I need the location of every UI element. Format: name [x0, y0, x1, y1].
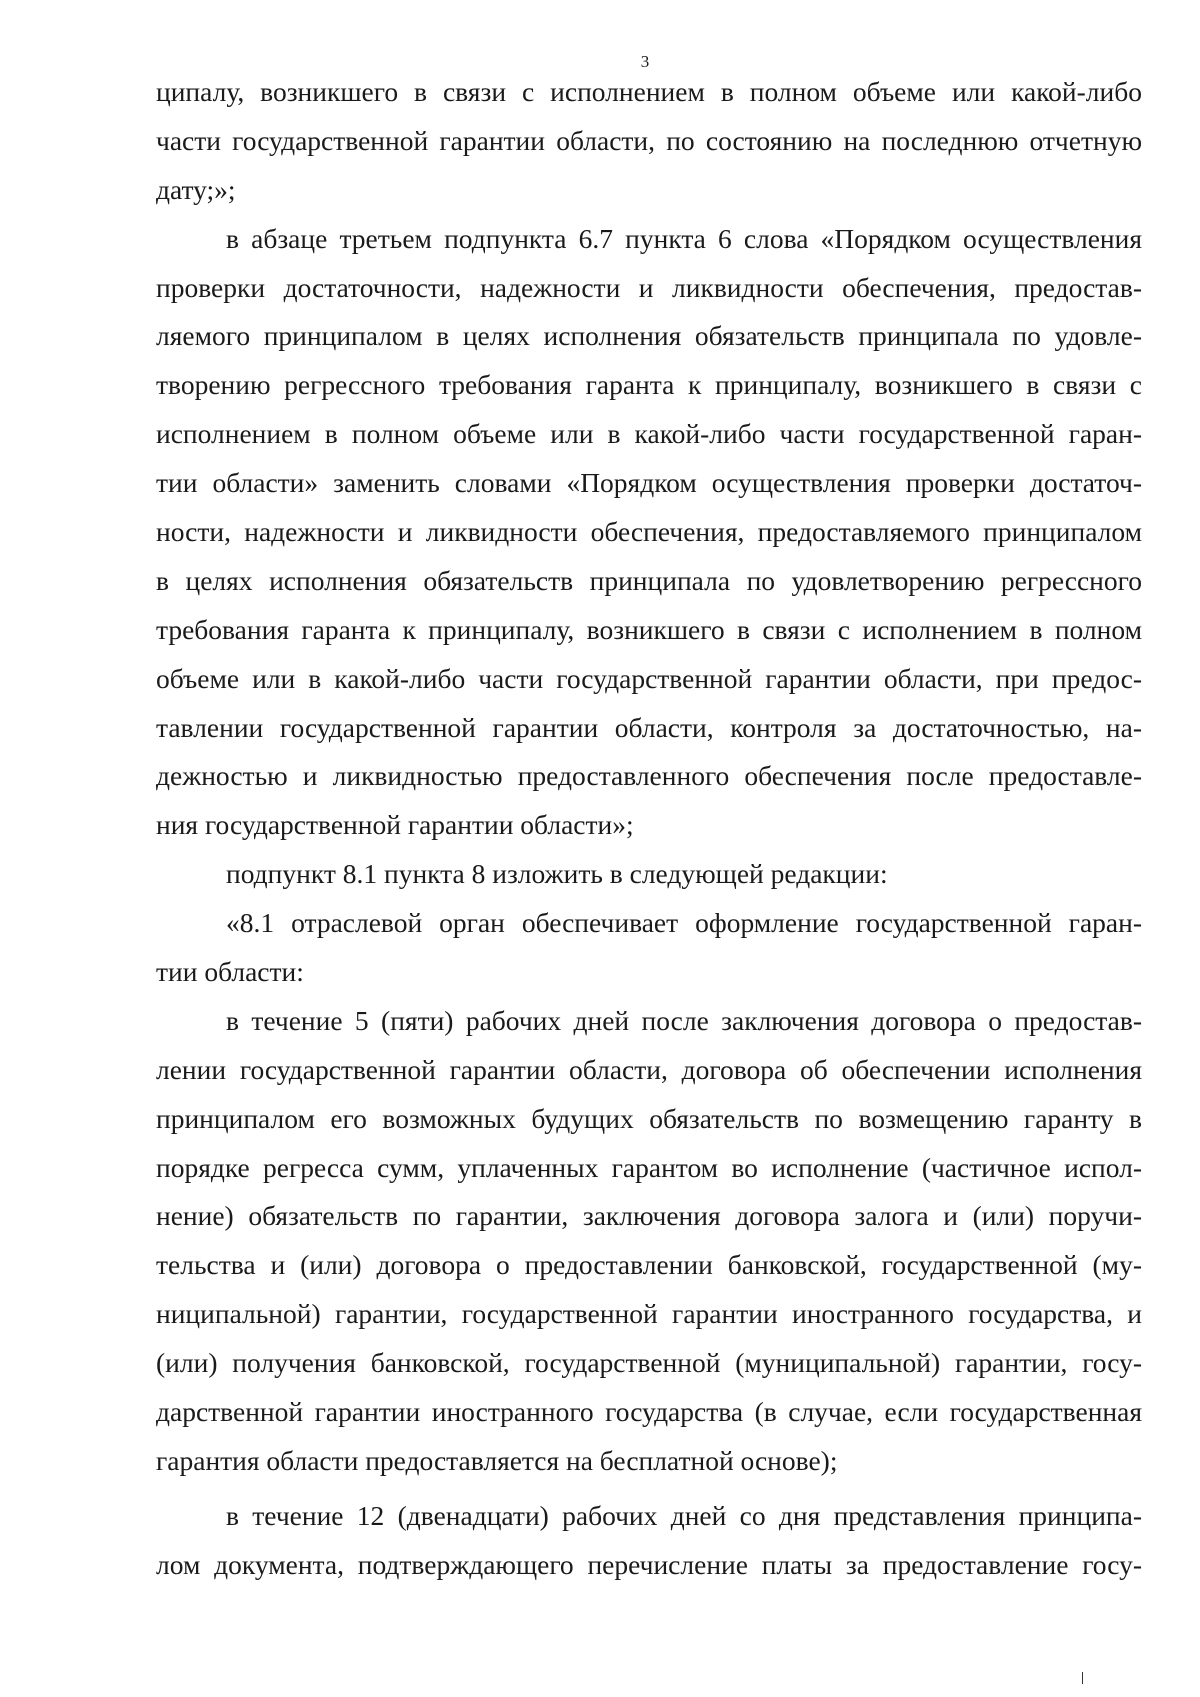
text-line: творению регрессного требования гаранта к принципалу, возникшего в связи с	[156, 369, 1142, 401]
text-line: подпункт 8.1 пункта 8 изложить в следующей редакции:	[226, 858, 888, 890]
text-line: дежностью и ликвидностью предоставленного обеспечения после предоставле-	[156, 760, 1142, 792]
text-line: требования гаранта к принципалу, возникшего в связи с исполнением в полном	[156, 613, 1142, 645]
text-line: тии области» заменить словами «Порядком осуществления проверки достаточ-	[156, 467, 1142, 499]
text-line: ности, надежности и ликвидности обеспечения, предоставляемого принципалом	[156, 516, 1142, 548]
document-body	[156, 68, 1142, 1590]
text-line: ниципальной) гарантии, государственной гарантии иностранного государства, и	[156, 1298, 1142, 1330]
text-line: ляемого принципалом в целях исполнения обязательств принципала по удовле-	[156, 320, 1142, 352]
text-line: тавлении государственной гарантии области, контроля за достаточностью, на-	[156, 711, 1142, 743]
text-line: части государственной гарантии области, по состоянию на последнюю отчетную	[156, 124, 1142, 156]
text-line: дату;»;	[156, 173, 236, 205]
text-line: в течение 12 (двенадцати) рабочих дней со дня представления принципа-	[226, 1499, 1142, 1531]
text-line: дарственной гарантии иностранного государства (в случае, если государственная	[156, 1396, 1142, 1428]
text-line: в течение 5 (пяти) рабочих дней после заключения договора о предостав-	[226, 1004, 1142, 1036]
text-line: объеме или в какой-либо части государственной гарантии области, при предос-	[156, 662, 1142, 694]
text-line: тельства и (или) договора о предоставлении банковской, государственной (му-	[156, 1249, 1142, 1281]
text-line: ципалу, возникшего в связи с исполнением в полном объеме или какой-либо	[156, 76, 1142, 107]
text-line: порядке регресса сумм, уплаченных гарантом во исполнение (частичное испол-	[156, 1151, 1142, 1183]
text-line: лении государственной гарантии области, договора об обеспечении исполнения	[156, 1053, 1142, 1085]
text-line: гарантия области предоставляется на бесплатной основе);	[156, 1444, 838, 1476]
text-line: в абзаце третьем подпункта 6.7 пункта 6 слова «Порядком осуществления	[226, 222, 1142, 254]
text-line: принципалом его возможных будущих обязательств по возмещению гаранту в	[156, 1102, 1142, 1134]
text-line: лом документа, подтверждающего перечисление платы за предоставление госу-	[156, 1548, 1142, 1580]
text-line: «8.1 отраслевой орган обеспечивает оформление государственной гаран-	[226, 907, 1142, 939]
text-line: исполнением в полном объеме или в какой-либо части государственной гаран-	[156, 418, 1142, 450]
text-line: (или) получения банковской, государственной (муниципальной) гарантии, госу-	[156, 1347, 1142, 1379]
scan-edge-mark	[1082, 1672, 1083, 1684]
text-line: нение) обязательств по гарантии, заключения договора залога и (или) поручи-	[156, 1200, 1142, 1232]
text-line: тии области:	[156, 956, 304, 988]
text-line: ния государственной гарантии области»;	[156, 809, 634, 841]
text-line: в целях исполнения обязательств принципала по удовлетворению регрессного	[156, 564, 1142, 596]
page-number: 3	[640, 52, 650, 71]
text-line: проверки достаточности, надежности и ликвидности обеспечения, предостав-	[156, 271, 1142, 303]
